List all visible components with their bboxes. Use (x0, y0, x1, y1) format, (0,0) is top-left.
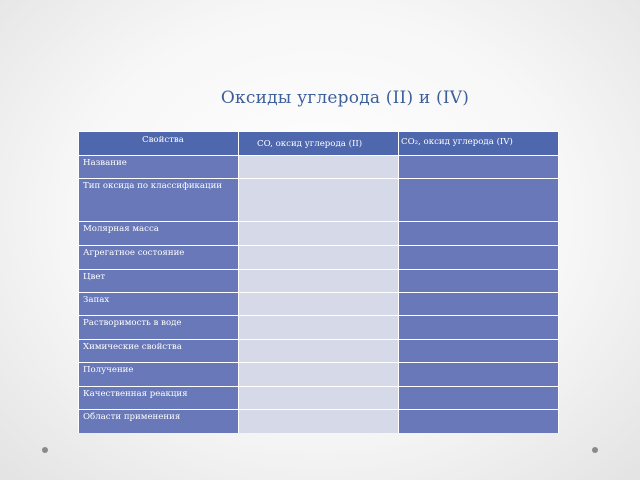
cell-co (239, 156, 398, 178)
header-co2-label: CO₂, оксид углерода (IV) (401, 137, 513, 147)
cell-co2 (399, 270, 558, 292)
cell-co2 (399, 316, 558, 339)
header-co-label: CO, оксид углерода (II) (257, 139, 363, 149)
cell-co (239, 340, 398, 362)
cell-co (239, 387, 398, 409)
row-label: Запах (79, 293, 238, 315)
cell-co (239, 179, 398, 221)
prev-slide-icon[interactable] (42, 447, 48, 453)
row-label: Химические свойства (79, 340, 238, 362)
oxides-table (78, 131, 559, 433)
cell-co2 (399, 246, 558, 269)
next-slide-icon[interactable] (592, 447, 598, 453)
cell-co (239, 222, 398, 245)
row-label: Агрегатное состояние (79, 246, 238, 269)
slide-title: Оксиды углерода (II) и (IV) (220, 88, 470, 108)
cell-co (239, 293, 398, 315)
cell-co2 (399, 340, 558, 362)
header-co (239, 132, 398, 155)
row-label: Области применения (79, 410, 238, 433)
row-label: Тип оксида по классификации (79, 179, 238, 221)
cell-co2 (399, 179, 558, 221)
cell-co (239, 270, 398, 292)
row-label: Получение (79, 363, 238, 386)
header-co2 (399, 132, 558, 155)
header-properties-label: Свойства (142, 135, 184, 145)
row-label: Цвет (79, 270, 238, 292)
row-label: Растворимость в воде (79, 316, 238, 339)
cell-co2 (399, 363, 558, 386)
row-label: Название (79, 156, 238, 178)
cell-co2 (399, 156, 558, 178)
cell-co (239, 246, 398, 269)
row-label: Молярная масса (79, 222, 238, 245)
cell-co2 (399, 387, 558, 409)
cell-co2 (399, 410, 558, 433)
cell-co (239, 410, 398, 433)
cell-co (239, 363, 398, 386)
cell-co2 (399, 222, 558, 245)
row-label: Качественная реакция (79, 387, 238, 409)
header-properties (79, 132, 238, 155)
cell-co2 (399, 293, 558, 315)
cell-co (239, 316, 398, 339)
